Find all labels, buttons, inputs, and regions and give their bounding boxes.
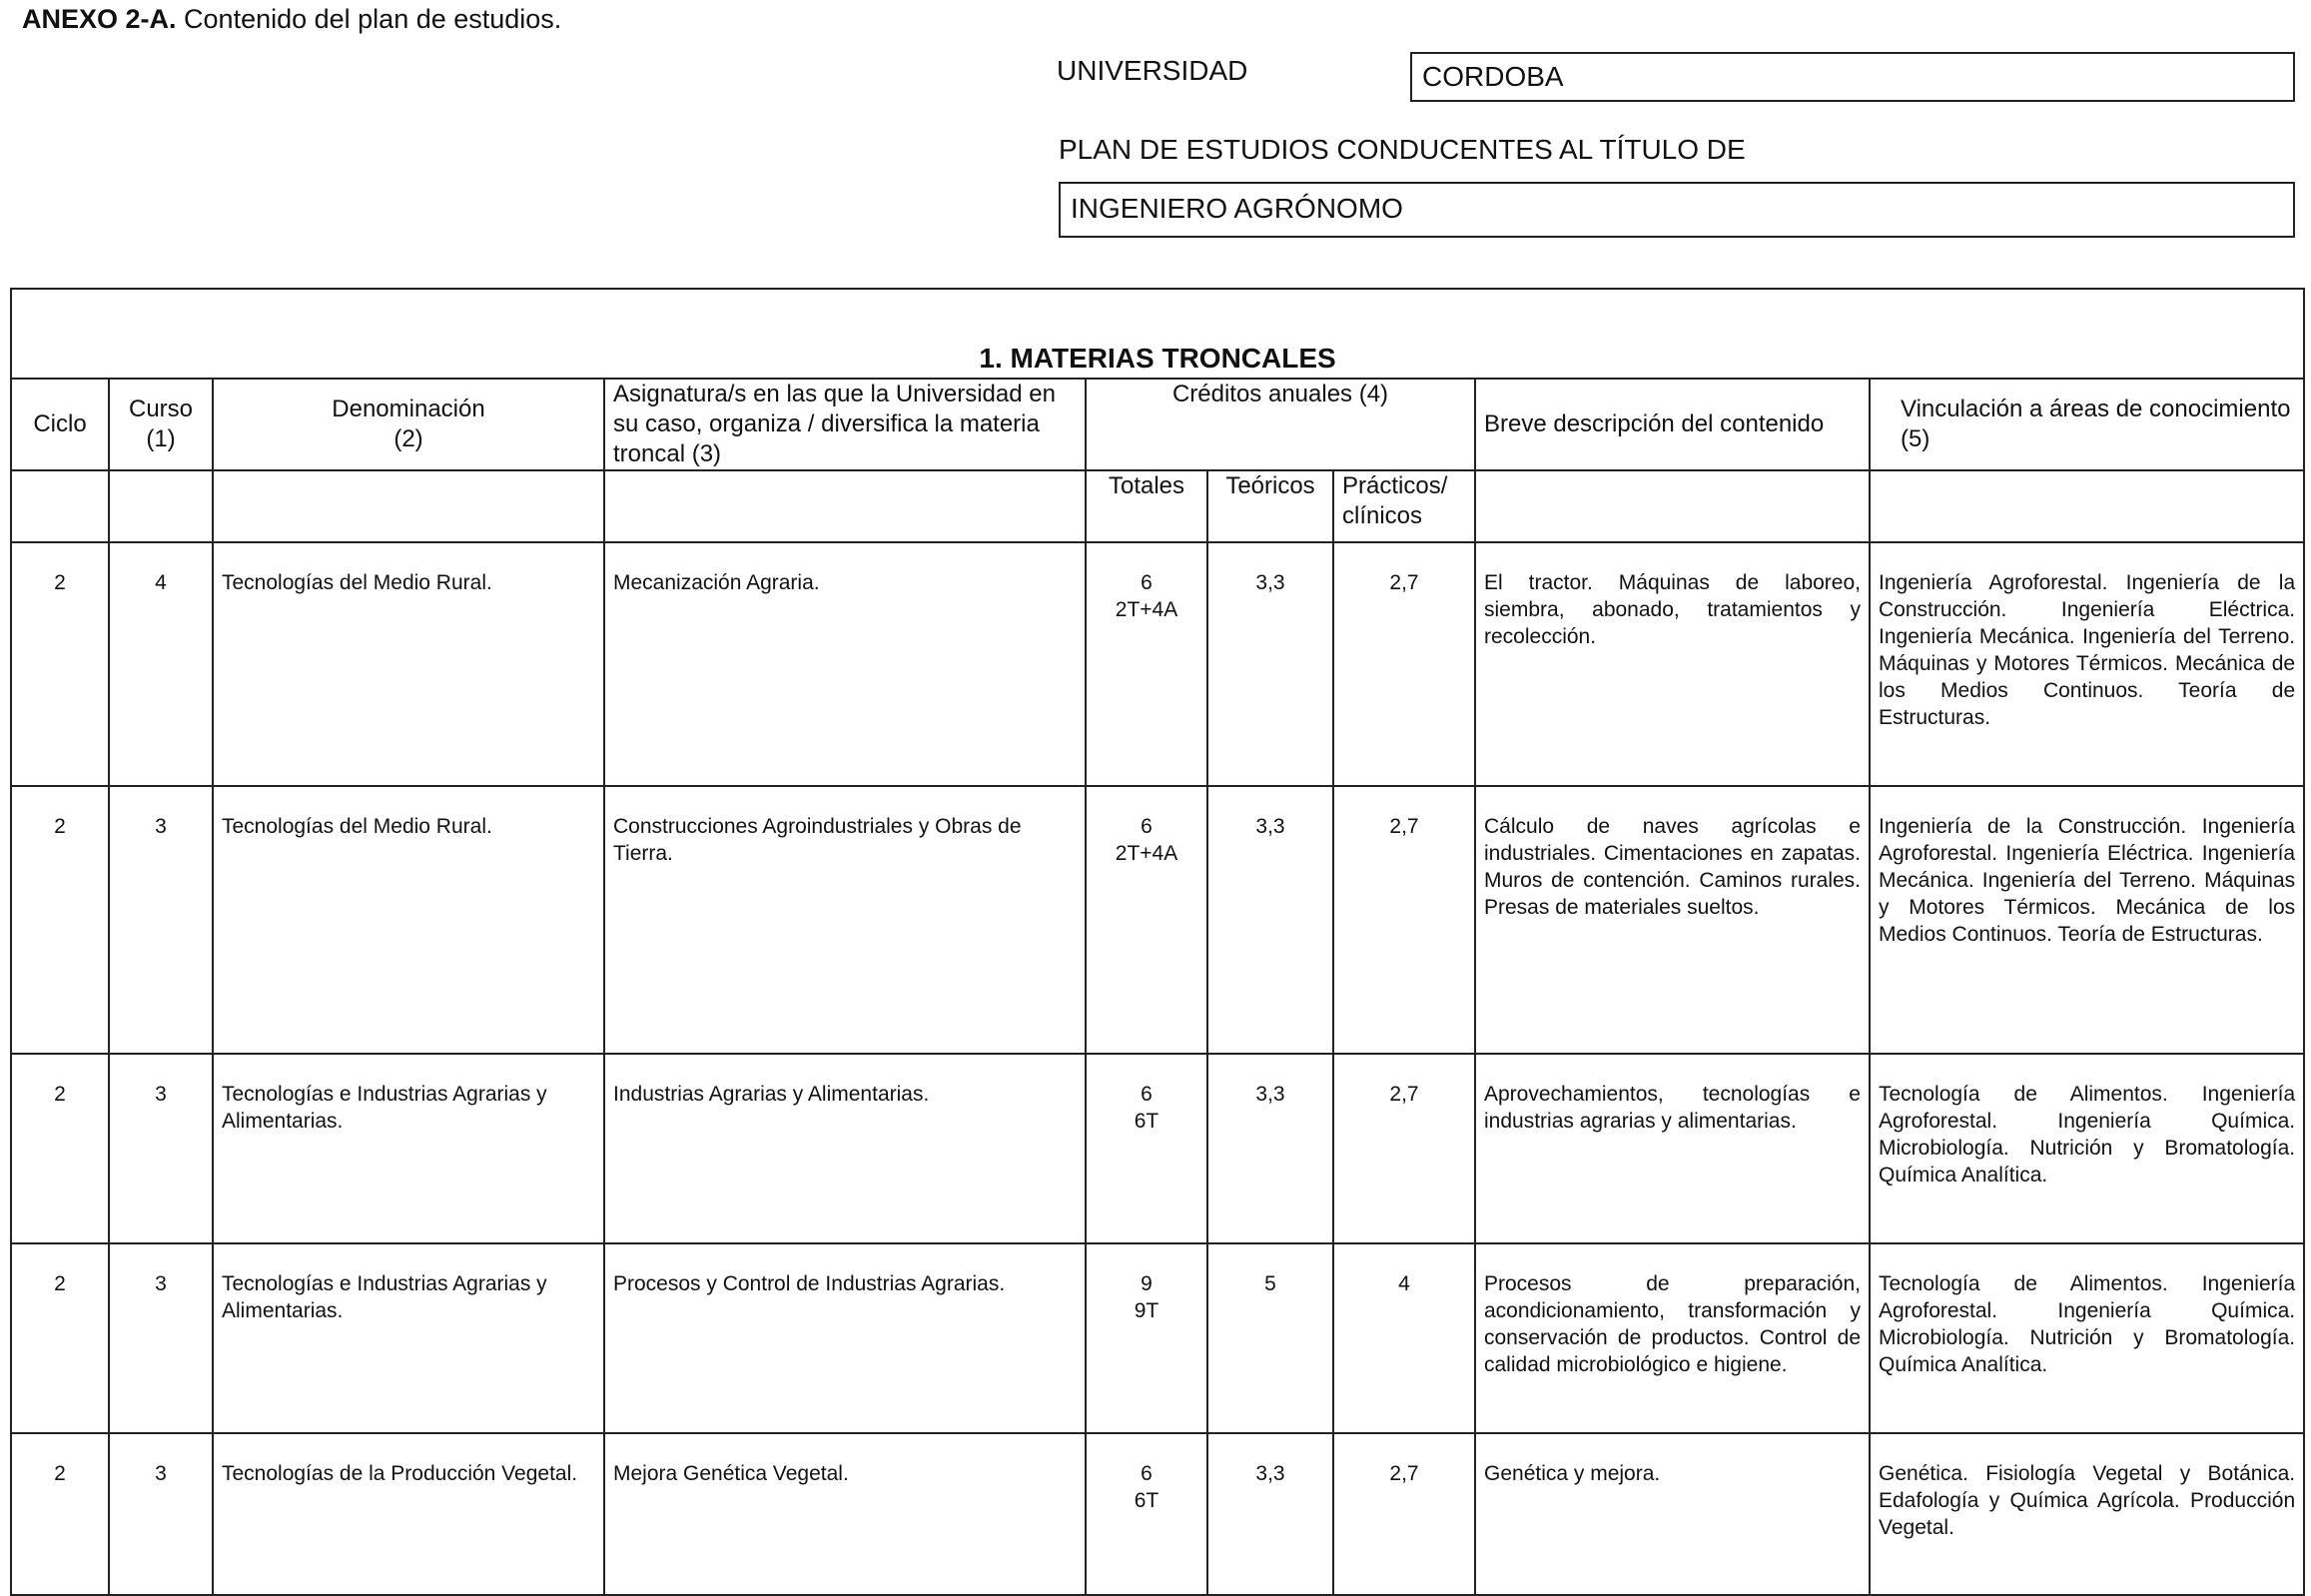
university-field: CORDOBA <box>1410 52 2295 102</box>
table-row <box>11 1054 2304 1243</box>
column-subheader-blank <box>213 470 604 542</box>
cell-totales: 6 6T <box>1086 1433 1207 1595</box>
cell-descripcion: El tractor. Máquinas de laboreo, siembra, abonado, tratamientos y recolección. <box>1475 542 1870 786</box>
cell-curso: 4 <box>109 542 213 786</box>
cell-ciclo: 2 <box>11 1054 109 1243</box>
cell-practicos: 4 <box>1333 1243 1475 1433</box>
cell-practicos: 2,7 <box>1333 786 1475 1054</box>
cell-asignatura: Industrias Agrarias y Alimentarias. <box>604 1054 1086 1243</box>
table-row <box>11 786 2304 1054</box>
degree-field: INGENIERO AGRÓNOMO <box>1059 182 2295 238</box>
cell-asignatura: Mecanización Agraria. <box>604 542 1086 786</box>
cell-curso: 3 <box>109 786 213 1054</box>
cell-descripcion: Procesos de preparación, acondicionamiento, transformación y conservación de productos. Control de calidad microbiológico e higiene. <box>1475 1243 1870 1433</box>
cell-totales: 6 6T <box>1086 1054 1207 1243</box>
cell-vinculacion: Ingeniería de la Construcción. Ingeniería Agroforestal. Ingeniería Eléctrica. Ingeniería Mecánica. Ingeniería del Terreno. Máquinas y Motores Térmicos. Mecánica de los Medios Continuos. Teoría de Estructuras. <box>1870 786 2304 1054</box>
cell-denominacion: Tecnologías del Medio Rural. <box>213 786 604 1054</box>
column-subheader-blank <box>604 470 1086 542</box>
cell-teoricos: 3,3 <box>1207 1054 1333 1243</box>
cell-curso: 3 <box>109 1433 213 1595</box>
column-header-denominacion: Denominación (2) <box>213 379 604 470</box>
materias-troncales-table <box>10 288 2305 1596</box>
cell-descripcion: Cálculo de naves agrícolas e industriales. Cimentaciones en zapatas. Muros de contención. Caminos rurales. Presas de materiales sueltos. <box>1475 786 1870 1054</box>
cell-asignatura: Mejora Genética Vegetal. <box>604 1433 1086 1595</box>
annex-description: Contenido del plan de estudios. <box>176 4 562 34</box>
cell-curso: 3 <box>109 1054 213 1243</box>
cell-teoricos: 3,3 <box>1207 1433 1333 1595</box>
cell-totales: 6 2T+4A <box>1086 542 1207 786</box>
cell-descripcion: Aprovechamientos, tecnologías e industrias agrarias y alimentarias. <box>1475 1054 1870 1243</box>
annex-heading <box>22 2 561 36</box>
column-header-vinculacion: Vinculación a áreas de conocimiento (5) <box>1870 379 2304 470</box>
cell-vinculacion: Tecnología de Alimentos. Ingeniería Agroforestal. Ingeniería Química. Microbiología. Nutrición y Bromatología. Química Analítica. <box>1870 1054 2304 1243</box>
column-header-curso: Curso (1) <box>109 379 213 470</box>
cell-denominacion: Tecnologías e Industrias Agrarias y Alimentarias. <box>213 1054 604 1243</box>
table-row <box>11 1433 2304 1595</box>
university-label: UNIVERSIDAD <box>1057 55 1248 86</box>
cell-denominacion: Tecnologías e Industrias Agrarias y Alimentarias. <box>213 1243 604 1433</box>
cell-teoricos: 3,3 <box>1207 542 1333 786</box>
cell-totales: 6 2T+4A <box>1086 786 1207 1054</box>
cell-practicos: 2,7 <box>1333 1054 1475 1243</box>
cell-ciclo: 2 <box>11 1433 109 1595</box>
column-subheader-blank <box>1475 470 1870 542</box>
cell-practicos: 2,7 <box>1333 542 1475 786</box>
column-subheader-blank <box>1870 470 2304 542</box>
column-header-totales: Totales <box>1086 470 1207 542</box>
cell-totales: 9 9T <box>1086 1243 1207 1433</box>
table-title: 1. MATERIAS TRONCALES <box>11 289 2304 379</box>
cell-ciclo: 2 <box>11 786 109 1054</box>
cell-asignatura: Construcciones Agroindustriales y Obras de Tierra. <box>604 786 1086 1054</box>
column-header-practicos: Prácticos/ clínicos <box>1333 470 1475 542</box>
cell-vinculacion: Genética. Fisiología Vegetal y Botánica. Edafología y Química Agrícola. Producción Vegetal. <box>1870 1433 2304 1595</box>
column-header-teoricos: Teóricos <box>1207 470 1333 542</box>
table-row <box>11 542 2304 786</box>
column-header-creditos: Créditos anuales (4) <box>1086 379 1475 470</box>
annex-number: ANEXO 2-A. <box>22 4 177 34</box>
cell-vinculacion: Ingeniería Agroforestal. Ingeniería de la Construcción. Ingeniería Eléctrica. Ingeniería Mecánica. Ingeniería del Terreno. Máquinas y Motores Térmicos. Mecánica de los Medios Continuos. Teoría de Estructuras. <box>1870 542 2304 786</box>
column-header-descripcion: Breve descripción del contenido <box>1475 379 1870 470</box>
plan-label: PLAN DE ESTUDIOS CONDUCENTES AL TÍTULO DE <box>1059 134 1746 165</box>
cell-practicos: 2,7 <box>1333 1433 1475 1595</box>
column-subheader-blank <box>11 470 109 542</box>
cell-teoricos: 5 <box>1207 1243 1333 1433</box>
cell-curso: 3 <box>109 1243 213 1433</box>
cell-asignatura: Procesos y Control de Industrias Agrarias. <box>604 1243 1086 1433</box>
cell-teoricos: 3,3 <box>1207 786 1333 1054</box>
cell-ciclo: 2 <box>11 1243 109 1433</box>
column-header-asignatura: Asignatura/s en las que la Universidad en su caso, organiza / diversifica la materia troncal (3) <box>604 379 1086 470</box>
cell-ciclo: 2 <box>11 542 109 786</box>
cell-denominacion: Tecnologías del Medio Rural. <box>213 542 604 786</box>
table-row <box>11 1243 2304 1433</box>
cell-denominacion: Tecnologías de la Producción Vegetal. <box>213 1433 604 1595</box>
cell-descripcion: Genética y mejora. <box>1475 1433 1870 1595</box>
cell-vinculacion: Tecnología de Alimentos. Ingeniería Agroforestal. Ingeniería Química. Microbiología. Nutrición y Bromatología. Química Analítica. <box>1870 1243 2304 1433</box>
column-header-ciclo: Ciclo <box>11 379 109 470</box>
column-subheader-blank <box>109 470 213 542</box>
